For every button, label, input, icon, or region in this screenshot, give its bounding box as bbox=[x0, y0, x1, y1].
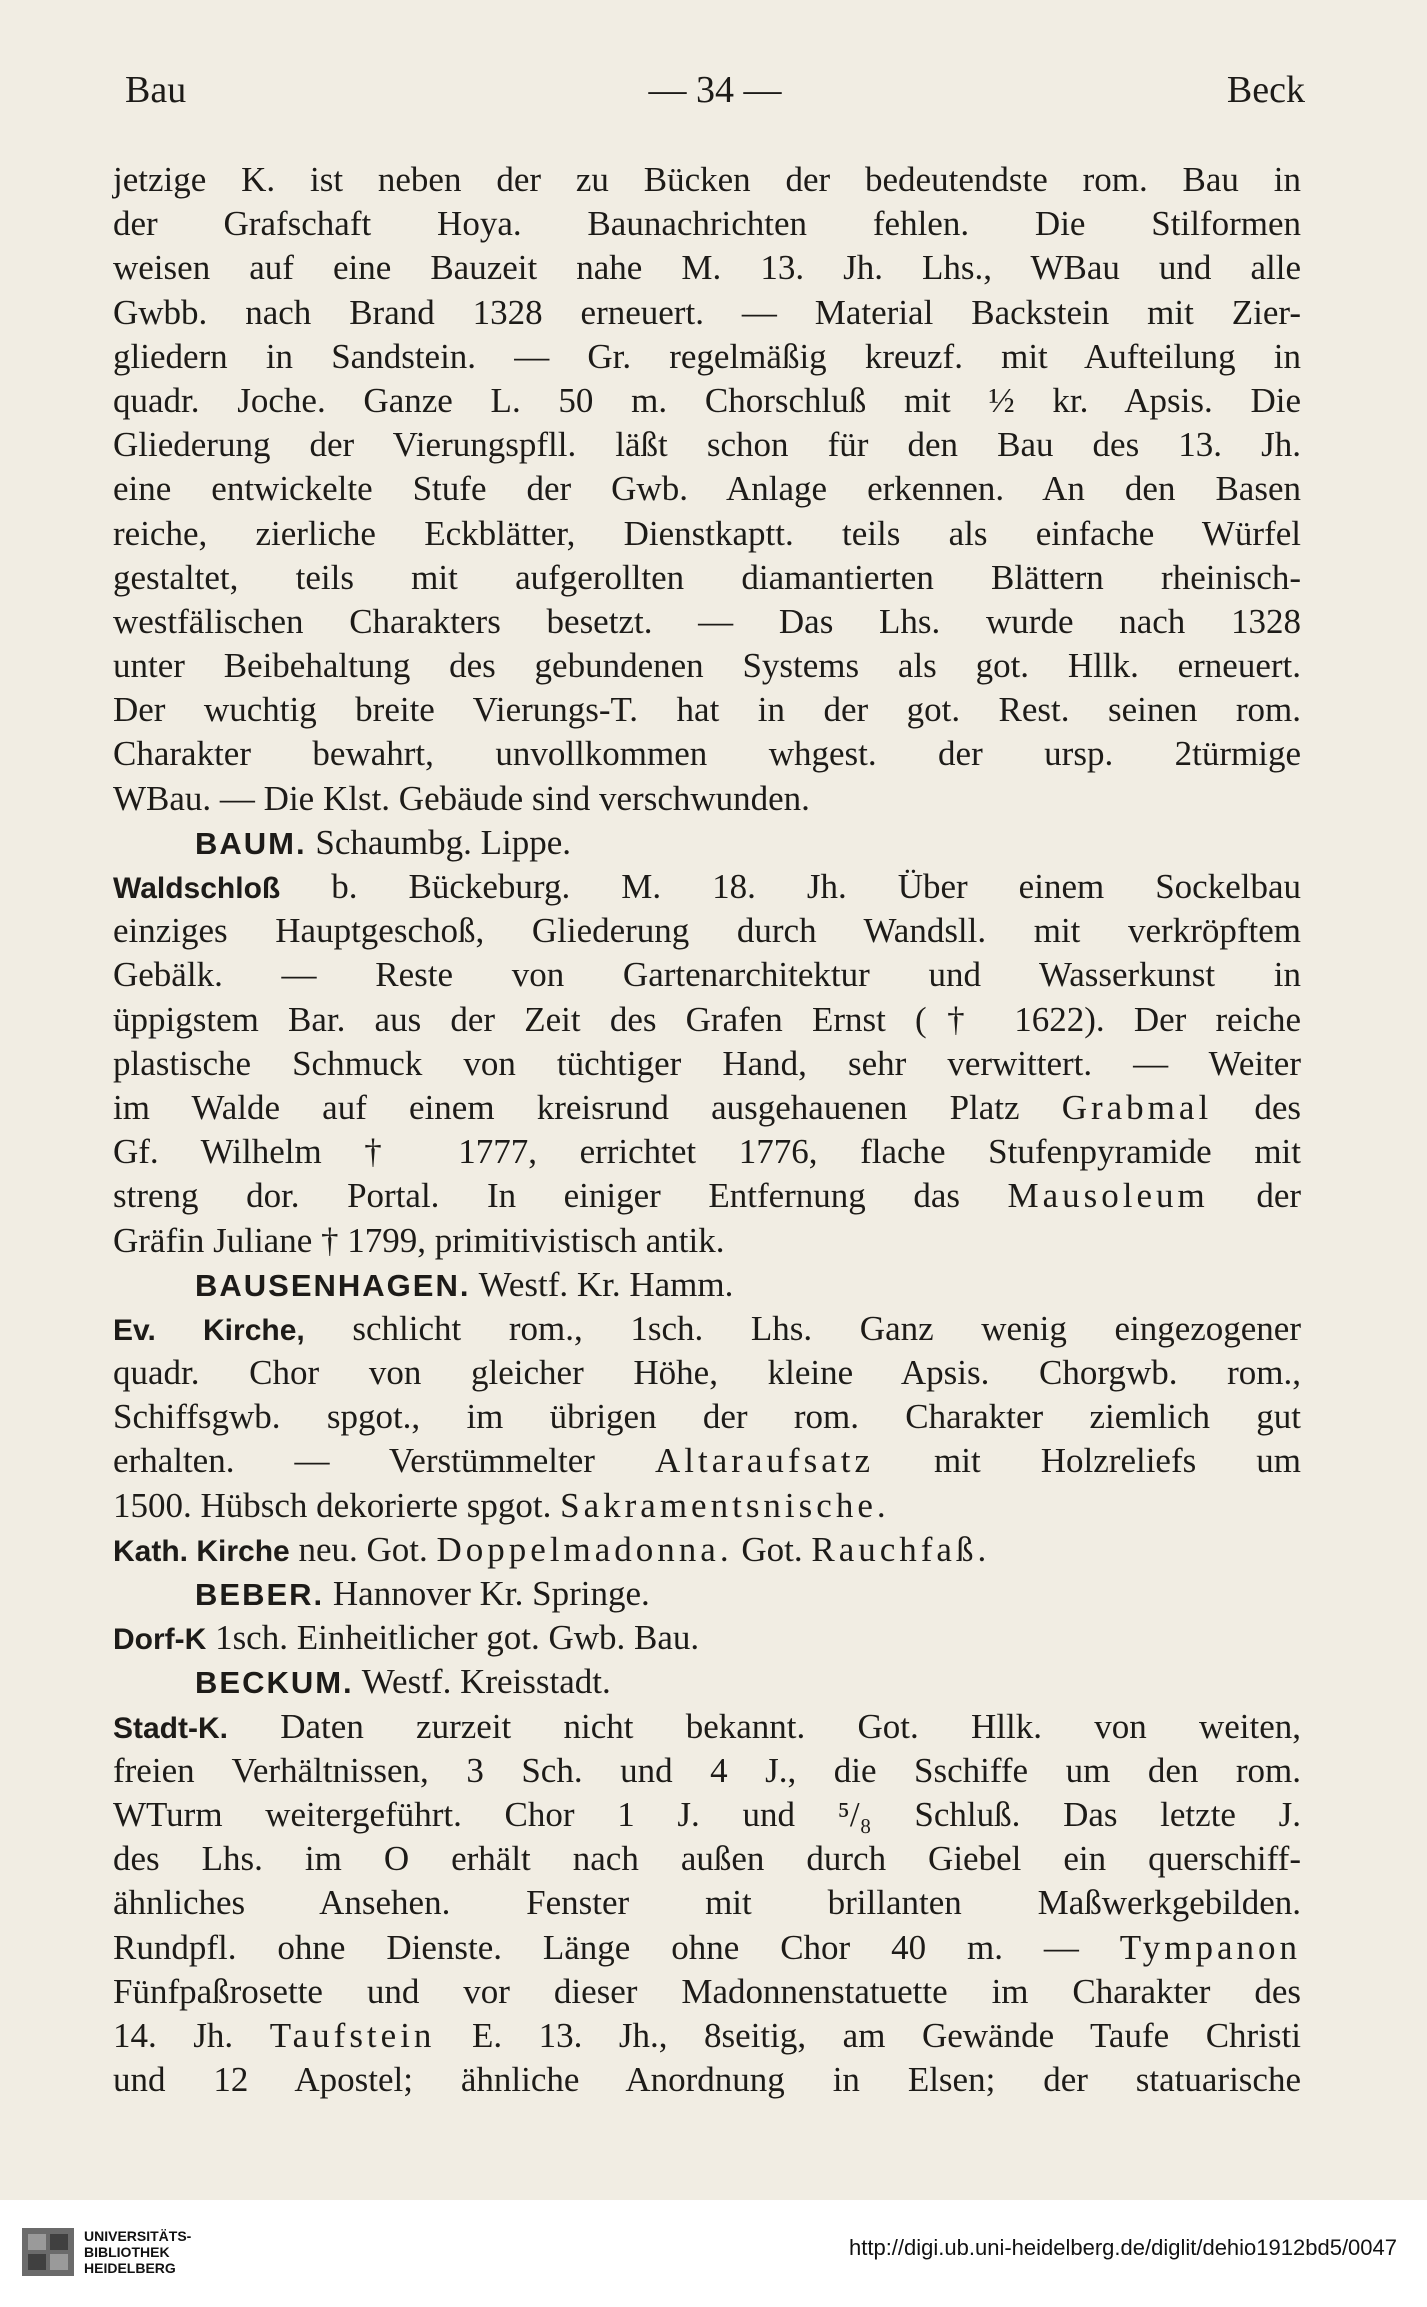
page-number: — 34 — bbox=[648, 69, 782, 111]
text-line: quadr. Joche. Ganze L. 50 m. Chorschluß mit ½ kr. Apsis. Die bbox=[113, 380, 1301, 420]
text-line: WBau. — Die Klst. Gebäude sind verschwunden. bbox=[113, 778, 810, 818]
entry-lead: Ev. Kirche, bbox=[113, 1313, 305, 1347]
entry-line: Stadt-K. Daten zurzeit nicht bekannt. Got. Hllk. von weiten, bbox=[113, 1706, 1302, 1746]
spaced-term: Sakramentsnische. bbox=[560, 1485, 890, 1525]
text-line: Gebälk. — Reste von Gartenarchitektur und Wasserkunst in bbox=[113, 955, 1301, 995]
place-region: Schaumbg. Lippe. bbox=[315, 822, 572, 862]
text-line: erhalten. — Verstümmelter Altaraufsatz mit Holzreliefs um bbox=[113, 1441, 1301, 1481]
spaced-term: Altaraufsatz bbox=[654, 1441, 875, 1481]
text-line: ähnliches Ansehen. Fenster mit brillanten Maßwerkgebilden. bbox=[113, 1883, 1301, 1923]
place-heading-line bbox=[113, 1660, 1301, 1704]
place-name: BAUM. bbox=[195, 825, 307, 861]
library-footer bbox=[0, 2200, 1427, 2307]
place-name: BEBER. bbox=[195, 1577, 325, 1612]
entry-line: Kath. Kirche neu. Got. Doppelmadonna. Got. Rauchfaß. bbox=[113, 1529, 991, 1569]
text-line: jetzige K. ist neben der zu Bücken der bedeutendste rom. Bau in bbox=[113, 160, 1301, 199]
entry-line: Ev. Kirche, schlicht rom., 1sch. Lhs. Ganz wenig eingezogener bbox=[113, 1308, 1302, 1348]
body-text bbox=[113, 158, 1301, 2102]
university-seal-icon bbox=[20, 2226, 76, 2278]
entry-lead: Stadt-K. bbox=[113, 1711, 228, 1745]
entry-lead: Kath. Kirche bbox=[113, 1534, 290, 1568]
text-line: weisen auf eine Bauzeit nahe M. 13. Jh. Lhs., WBau und alle bbox=[113, 248, 1301, 288]
entry-lead: Waldschloß bbox=[113, 872, 281, 905]
place-region: Hannover Kr. Springe. bbox=[332, 1574, 650, 1613]
text-line: eine entwickelte Stufe der Gwb. Anlage erkennen. An den Basen bbox=[113, 469, 1301, 509]
text-line: Gliederung der Vierungspfll. läßt schon für den Bau des 13. Jh. bbox=[113, 425, 1301, 465]
text-line: reiche, zierliche Eckblätter, Dienstkaptt. teils als einfache Würfel bbox=[113, 513, 1301, 553]
text-line: und 12 Apostel; ähnliche Anordnung in Elsen; der statuarische bbox=[113, 2060, 1301, 2100]
text-line: Gwbb. nach Brand 1328 erneuert. — Material Backstein mit Zier- bbox=[113, 292, 1301, 332]
text-line: gliedern in Sandstein. — Gr. regelmäßig kreuzf. mit Aufteilung in bbox=[113, 336, 1301, 376]
source-url[interactable]: http://digi.ub.uni-heidelberg.de/diglit/dehio1912bd5/0047 bbox=[849, 2235, 1397, 2260]
entry-line: Dorf-K 1sch. Einheitlicher got. Gwb. Bau. bbox=[113, 1618, 700, 1658]
text-line: streng dor. Portal. In einiger Entfernung das Mausoleum der bbox=[113, 1176, 1302, 1216]
spaced-term: Mausoleum bbox=[1007, 1176, 1209, 1216]
place-name: BECKUM. bbox=[195, 1665, 354, 1701]
spaced-term: Grabmal bbox=[1061, 1087, 1213, 1127]
text-line: Fünfpaßrosette und vor dieser Madonnenstatuette im Charakter des bbox=[113, 1971, 1301, 2011]
text-line: gestaltet, teils mit aufgerollten diamantierten Blättern rheinisch- bbox=[113, 557, 1301, 597]
text-line: des Lhs. im O erhält nach außen durch Giebel ein querschiff- bbox=[113, 1839, 1301, 1879]
entry-line: Waldschloß b. Bückeburg. M. 18. Jh. Über einem Sockelbau bbox=[113, 867, 1301, 906]
text-line: westfälischen Charakters besetzt. — Das Lhs. wurde nach 1328 bbox=[113, 601, 1301, 641]
text-line: WTurm weitergeführt. Chor 1 J. und ⁵/₈ Schluß. Das letzte J. bbox=[113, 1794, 1301, 1834]
entry-lead: Dorf-K bbox=[113, 1623, 207, 1657]
text-line: Rundpfl. ohne Dienste. Länge ohne Chor 40 m. — Tympanon bbox=[113, 1927, 1301, 1967]
header-right: Beck bbox=[1226, 69, 1305, 111]
place-heading-line bbox=[113, 1572, 1301, 1616]
running-header bbox=[125, 68, 1305, 118]
text-line: unter Beibehaltung des gebundenen Systems als got. Hllk. erneuert. bbox=[113, 646, 1301, 686]
place-heading-line bbox=[113, 1263, 1301, 1307]
place-heading-line bbox=[113, 821, 1301, 865]
text-line: Charakter bewahrt, unvollkommen whgest. der ursp. 2türmige bbox=[113, 734, 1301, 774]
spaced-term: Doppelmadonna. bbox=[436, 1529, 733, 1569]
text-line: plastische Schmuck von tüchtiger Hand, sehr verwittert. — Weiter bbox=[113, 1043, 1301, 1083]
text-line: 1500. Hübsch dekorierte spgot. Sakramentsnische. bbox=[113, 1485, 890, 1525]
text-line: der Grafschaft Hoya. Baunachrichten fehlen. Die Stilformen bbox=[113, 204, 1301, 244]
text-line: quadr. Chor von gleicher Höhe, kleine Apsis. Chorgwb. rom., bbox=[113, 1353, 1301, 1393]
spaced-term: Rauchfaß. bbox=[811, 1529, 991, 1569]
text-line: Schiffsgwb. spgot., im übrigen der rom. Charakter ziemlich gut bbox=[113, 1397, 1301, 1437]
text-line: 14. Jh. Taufstein E. 13. Jh., 8seitig, am Gewände Taufe Christi bbox=[113, 2015, 1301, 2055]
text-line: Der wuchtig breite Vierungs-T. hat in der got. Rest. seinen rom. bbox=[113, 690, 1301, 730]
text-line: freien Verhältnissen, 3 Sch. und 4 J., die Sschiffe um den rom. bbox=[113, 1750, 1301, 1790]
text-line: Gf. Wilhelm † 1777, errichtet 1776, flache Stufenpyramide mit bbox=[113, 1132, 1301, 1172]
header-left: Bau bbox=[125, 69, 187, 111]
spaced-term: Tympanon bbox=[1119, 1927, 1301, 1967]
place-region: Westf. Kr. Hamm. bbox=[478, 1264, 734, 1304]
spaced-term: Taufstein bbox=[269, 2015, 436, 2055]
place-name: BAUSENHAGEN. bbox=[195, 1267, 471, 1303]
text-line: einziges Hauptgeschoß, Gliederung durch Wandsll. mit verkröpftem bbox=[113, 911, 1301, 951]
library-name: UNIVERSITÄTS- BIBLIOTHEK HEIDELBERG bbox=[84, 2228, 192, 2276]
text-line: üppigstem Bar. aus der Zeit des Grafen Ernst († 1622). Der reiche bbox=[113, 999, 1301, 1039]
text-line: im Walde auf einem kreisrund ausgehauenen Platz Grabmal des bbox=[113, 1087, 1301, 1127]
place-region: Westf. Kreisstadt. bbox=[361, 1662, 611, 1702]
text-line: Gräfin Juliane † 1799, primitivistisch antik. bbox=[113, 1220, 725, 1260]
